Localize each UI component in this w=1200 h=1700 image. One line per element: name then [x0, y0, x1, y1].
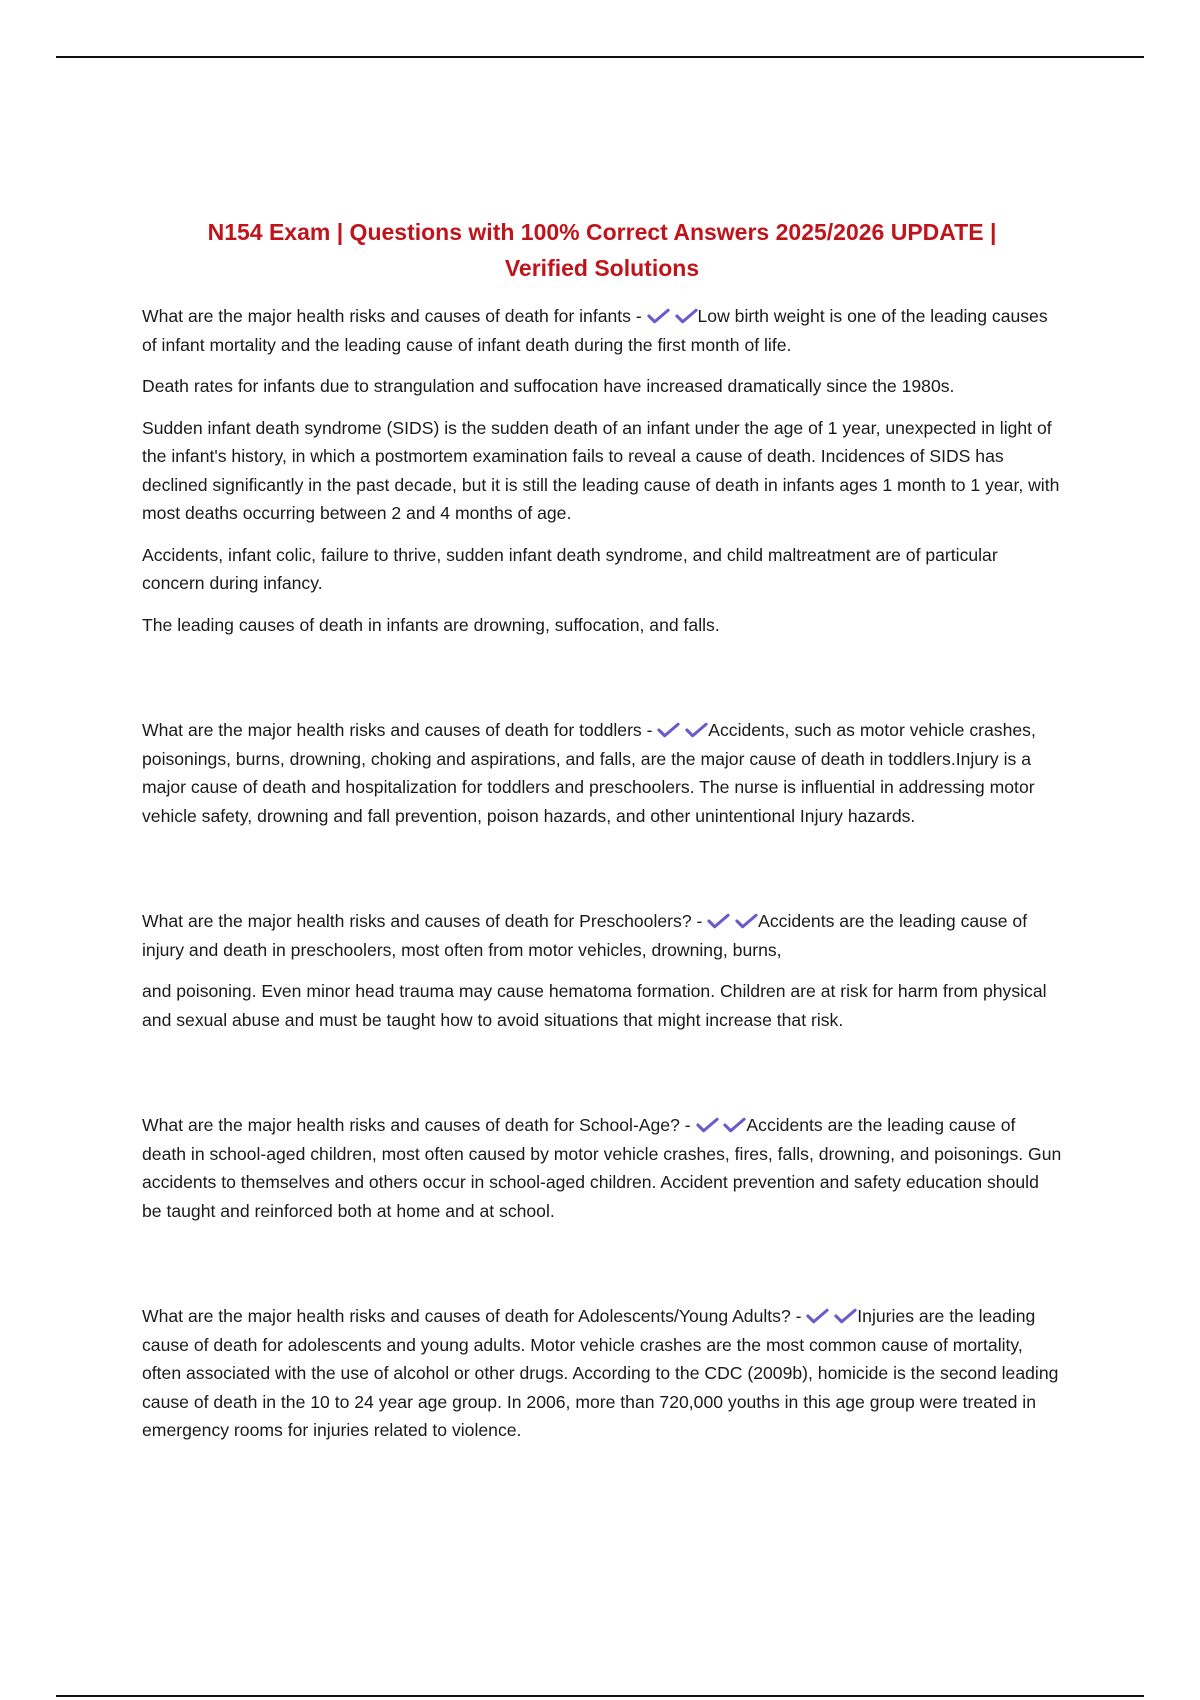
qa-paragraph	[142, 907, 1062, 964]
question-text: What are the major health risks and causes of death for Adolescents/Young Adults? -	[142, 1306, 807, 1326]
answer-paragraph: Death rates for infants due to strangulation and suffocation have increased dramatically since the 1980s.	[142, 376, 955, 396]
spacer	[142, 843, 1062, 907]
title-line-1: N154 Exam | Questions with 100% Correct Answers 2025/2026 UPDATE |	[207, 219, 997, 245]
checkmark-icon	[834, 1308, 857, 1324]
checkmark-icon	[806, 1308, 829, 1324]
answer-paragraph: Accidents, infant colic, failure to thrive, sudden infant death syndrome, and child maltreatment are of particular concern during infancy.	[142, 544, 998, 593]
spacer	[142, 1047, 1062, 1111]
qa-paragraph	[142, 302, 1062, 359]
answer-text: Injuries are the leading cause of death for adolescents and young adults. Motor vehicle crashes are the most common cause of mortality, often associated with the use of alcohol or other drugs. According to the CDC (2009b), homicide is the second leading cause of death in the 10 to 24 year age group. In 2006, more than 720,000 youths in this age group were treated in emergency rooms for injuries related to violence.	[142, 1306, 1059, 1440]
header-rule	[56, 56, 1144, 58]
document-title	[132, 214, 1072, 286]
qa-infants	[142, 302, 1062, 639]
checkmark-icon	[696, 1117, 719, 1133]
answer-text: Accidents are the leading cause of injury and death in preschoolers, most often from motor vehicles, drowning, burns,	[142, 911, 1028, 960]
checkmark-icon	[675, 308, 698, 324]
spacer	[142, 1238, 1062, 1302]
answer-text: Accidents are the leading cause of death in school-aged children, most often caused by motor vehicle crashes, fires, falls, drowning, and poisonings. Gun accidents to themselves and others occur in school-aged children. Accident prevention and safety education should be taught and reinforced both at home and at school.	[142, 1115, 1062, 1221]
qa-paragraph	[142, 1111, 1062, 1225]
checkmark-icon	[657, 722, 680, 738]
checkmark-icon	[647, 308, 670, 324]
document-page	[142, 214, 1062, 1458]
checkmark-icon	[685, 722, 708, 738]
qa-paragraph	[142, 1302, 1062, 1445]
checkmark-icon	[723, 1117, 746, 1133]
question-text: What are the major health risks and causes of death for infants -	[142, 306, 647, 326]
answer-text: Low birth weight is one of the leading causes of infant mortality and the leading cause of infant death during the first month of life.	[142, 306, 1048, 355]
answer-paragraph: Sudden infant death syndrome (SIDS) is the sudden death of an infant under the age of 1 year, unexpected in light of the infant's history, in which a postmortem examination fails to reveal a cause of death. Incidences of SIDS has declined significantly in the past decade, but it is still the leading cause of death in infants ages 1 month to 1 year, with most deaths occurring between 2 and 4 months of age.	[142, 417, 1060, 523]
answer-paragraph: The leading causes of death in infants are drowning, suffocation, and falls.	[142, 614, 720, 635]
title-line-2: Verified Solutions	[504, 255, 700, 281]
question-text: What are the major health risks and causes of death for Preschoolers? -	[142, 911, 708, 931]
qa-paragraph	[142, 716, 1062, 830]
checkmark-icon	[735, 913, 758, 929]
qa-preschoolers	[142, 907, 1062, 1034]
qa-school-age	[142, 1111, 1062, 1225]
question-text: What are the major health risks and causes of death for toddlers -	[142, 720, 658, 740]
footer-rule	[56, 1695, 1144, 1697]
question-text: What are the major health risks and causes of death for School-Age? -	[142, 1115, 696, 1135]
checkmark-icon	[707, 913, 730, 929]
qa-adolescents	[142, 1302, 1062, 1445]
qa-toddlers	[142, 716, 1062, 830]
answer-paragraph: and poisoning. Even minor head trauma may cause hematoma formation. Children are at risk for harm from physical and sexual abuse and must be taught how to avoid situations that might increase that risk.	[142, 981, 1047, 1030]
spacer	[142, 652, 1062, 716]
answer-text: Accidents, such as motor vehicle crashes, poisonings, burns, drowning, choking and aspirations, and falls, are the major cause of death in toddlers.Injury is a major cause of death and hospitalization for toddlers and preschoolers. The nurse is influential in addressing motor vehicle safety, drowning and fall prevention, poison hazards, and other unintentional Injury hazards.	[142, 720, 1036, 826]
